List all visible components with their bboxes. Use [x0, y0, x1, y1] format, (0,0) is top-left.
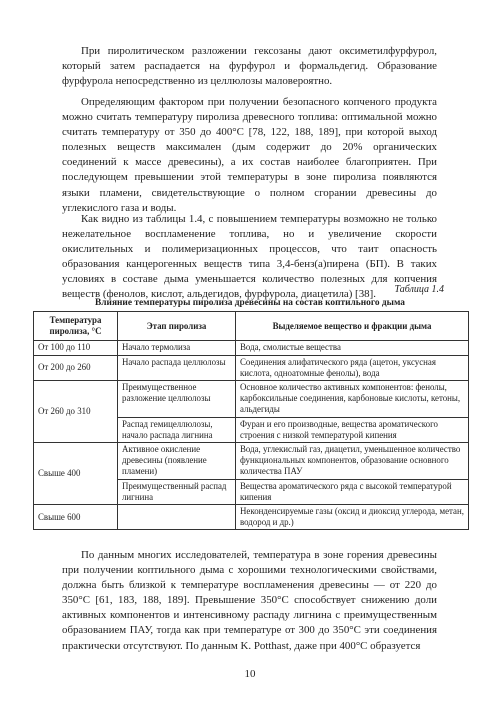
- paragraph-text: Как видно из таблицы 1.4, с повышением температуры возможно не только нежелательное воспламенение топлива, но и увеличение скорости окислительных и полимеризационных процессов, что таит опасность образования канцерогенных веществ типа 3,4-бенз(а)пирена (БП). В таких условиях в составе дыма уменьшается количество полезных для копчения веществ (фенолов, кислот, альдегидов, фурфурола, диацетила) [38].: [62, 213, 437, 301]
- cell-stage: Начало термолиза: [118, 341, 236, 355]
- cell-stage: Преимущественный распад лигнина: [118, 479, 236, 504]
- header-stage: Этап пиролиза: [118, 312, 236, 341]
- cell-stage: Преимущественное разложение целлюлозы: [118, 381, 236, 418]
- paragraph-text: По данным многих исследователей, температура в зоне горения древесины при получении коптильного дыма с хорошими технологическими свойствами, должна быть близкой к температуре воспламенения древесины — от 220 до 350°С [61, 183, 188, 189]. Превышение 350°С способствует снижению доли активных компонентов и интенсивному распаду лигнина с преимущественным образованием ПАУ, тогда как при температуре от 300 до 350°С эти соединения практически отсутствуют. По данным K. Potthast, даже при 400°С образуется: [62, 549, 437, 652]
- cell-substances: Вода, углекислый газ, диацетил, уменьшенное количество функциональных компонентов, образование основного количества ПАУ: [236, 443, 469, 480]
- cell-stage: Начало распада целлюлозы: [118, 355, 236, 380]
- cell-stage: Распад гемицеллюлозы, начало распада лигнина: [118, 417, 236, 442]
- table-header-row: [34, 312, 469, 341]
- cell-stage: Активное окисление древесины (появление пламени): [118, 443, 236, 480]
- table-row: [34, 355, 469, 380]
- cell-stage: [118, 505, 236, 530]
- paragraph-1: [62, 44, 437, 89]
- paragraph-3: [62, 212, 437, 303]
- cell-temperature: От 260 до 310: [34, 381, 118, 443]
- cell-substances: Основное количество активных компонентов: фенолы, карбоксильные соединения, карбоновые кислоты, кетоны, альдегиды: [236, 381, 469, 418]
- cell-substances: Вода, смолистые вещества: [236, 341, 469, 355]
- table-number: Таблица 1.4: [394, 284, 444, 295]
- header-temperature: Температура пиролиза, °С: [34, 312, 118, 341]
- table-row: [34, 505, 469, 530]
- table-title: Влияние температуры пиролиза древесины на состав коптильного дыма: [95, 298, 405, 308]
- table-row: [34, 341, 469, 355]
- page-number: 10: [244, 668, 256, 680]
- cell-substances: Фуран и его производные, вещества ароматического строения с низкой температурой кипения: [236, 417, 469, 442]
- cell-temperature: От 200 до 260: [34, 355, 118, 380]
- cell-substances: Соединения алифатического ряда (ацетон, уксусная кислота, одноатомные фенолы), вода: [236, 355, 469, 380]
- paragraph-text: Определяющим фактором при получении безопасного копченого продукта можно считать температуру пиролиза древесного топлива: оптимальной можно считать температуру от 350 до 400°С [78, 122, 188, 189], при которой выход полезных веществ максимален (дым содержит до 20% органических соединений к массе древесины), а их состав наиболее благоприятен. При последующем превышении этой температуры в зоне пиролиза появляются языки пламени, свидетельствующие о полном сгорании древесины до углекислого газа и воды.: [62, 96, 437, 214]
- header-substances: Выделяемое вещество и фракции дыма: [236, 312, 469, 341]
- paragraph-4: [62, 548, 437, 654]
- cell-temperature: Свыше 400: [34, 443, 118, 505]
- table-row: [34, 443, 469, 480]
- pyrolysis-table: [33, 311, 469, 530]
- table-row: [34, 381, 469, 418]
- paragraph-text: При пиролитическом разложении гексозаны дают оксиметилфурфурол, который затем распадается на фурфурол и формальдегид. Образование фурфурола непосредственно из целлюлозы маловероятно.: [62, 45, 437, 88]
- paragraph-2: [62, 95, 437, 216]
- cell-substances: Вещества ароматического ряда с высокой температурой кипения: [236, 479, 469, 504]
- cell-substances: Неконденсируемые газы (оксид и диоксид углерода, метан, водород и др.): [236, 505, 469, 530]
- cell-temperature: От 100 до 110: [34, 341, 118, 355]
- cell-temperature: Свыше 600: [34, 505, 118, 530]
